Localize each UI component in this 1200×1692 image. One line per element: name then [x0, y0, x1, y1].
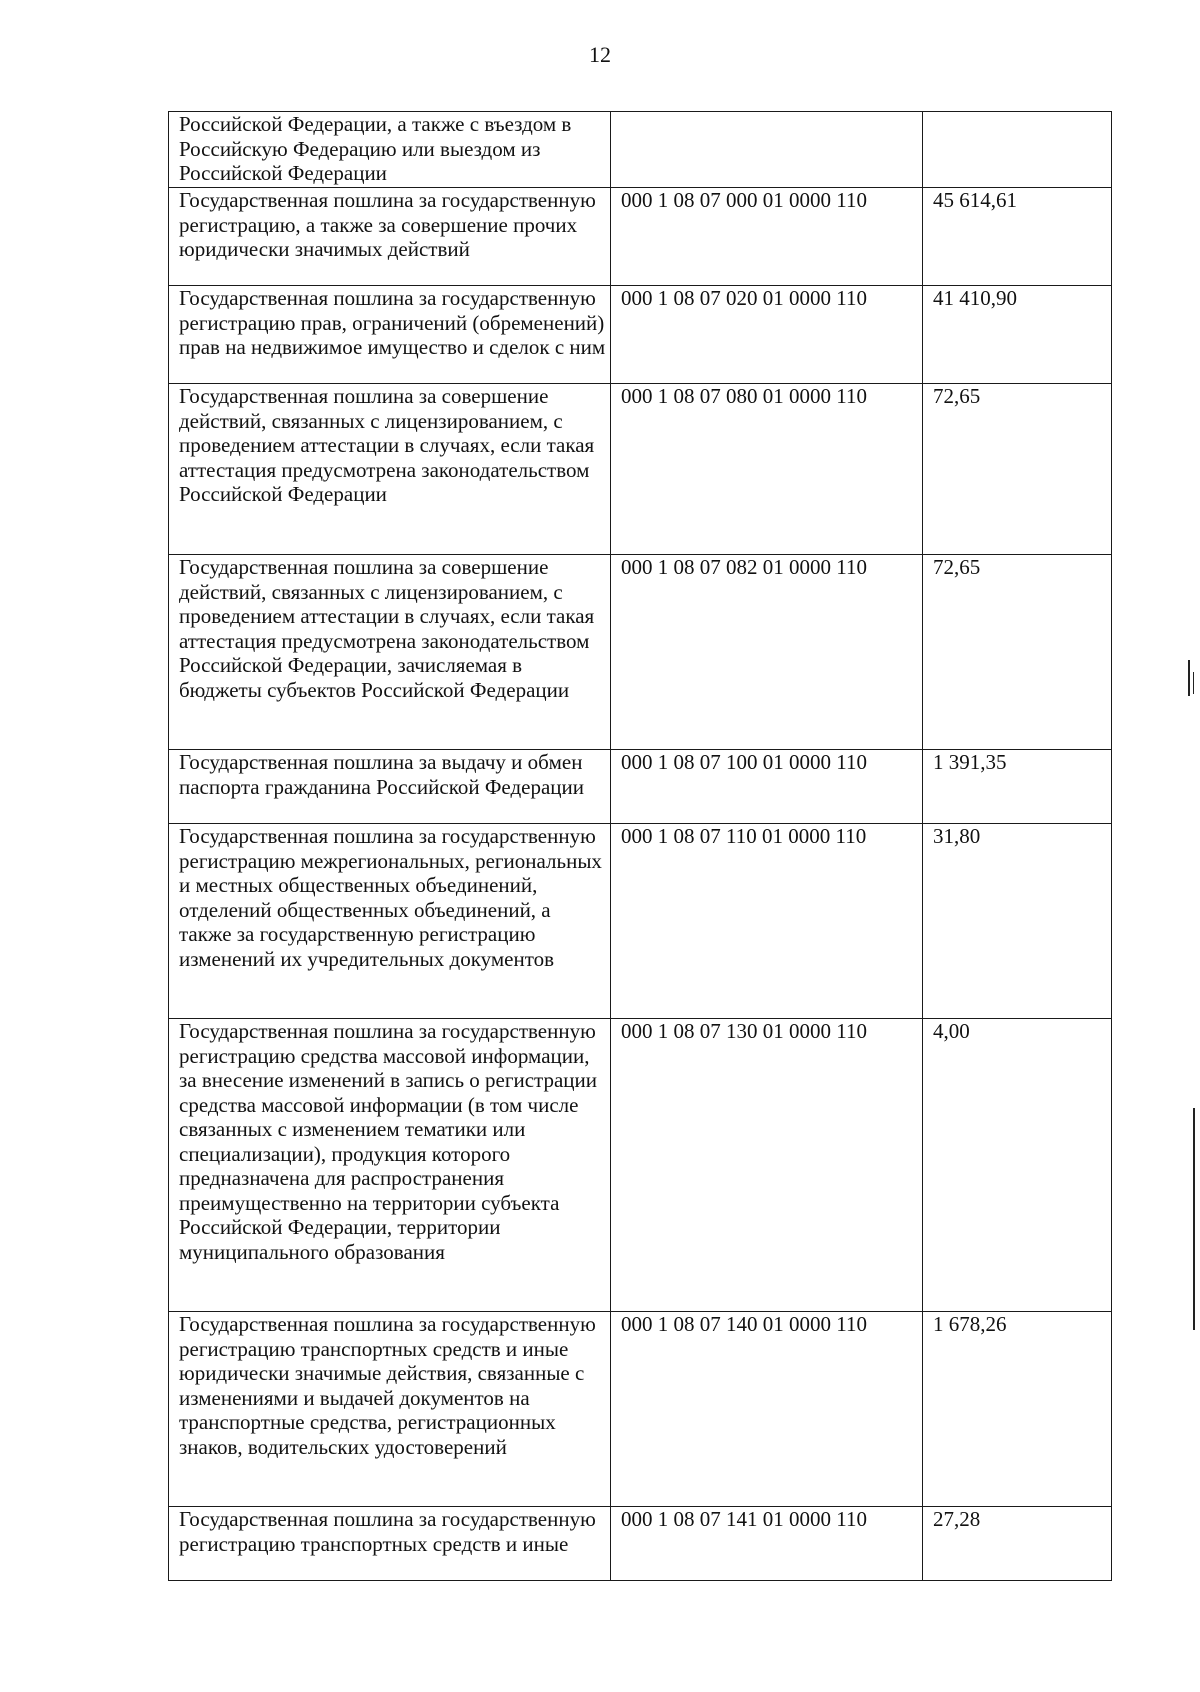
- table-row: [169, 112, 1112, 188]
- row-code-cell: 000 1 08 07 080 01 0000 110: [611, 384, 923, 555]
- revenue-table: [168, 111, 1112, 1581]
- row-amount-cell: 41 410,90: [923, 286, 1112, 384]
- row-name-cell: Государственная пошлина за выдачу и обмен паспорта гражданина Российской Федерации: [169, 750, 611, 824]
- row-name-cell: Государственная пошлина за государственную регистрацию, а также за совершение прочих юридически значимых действий: [169, 188, 611, 286]
- row-amount-cell: 1 678,26: [923, 1312, 1112, 1507]
- row-code-cell: 000 1 08 07 130 01 0000 110: [611, 1019, 923, 1312]
- table-row: [169, 750, 1112, 824]
- row-amount-cell: 27,28: [923, 1507, 1112, 1581]
- table-row: [169, 555, 1112, 750]
- scan-artifact-mark: [1193, 672, 1194, 694]
- table-row: [169, 1019, 1112, 1312]
- table-row: [169, 824, 1112, 1019]
- row-amount-cell: [923, 112, 1112, 188]
- row-name-cell: Российской Федерации, а также с въездом в Российскую Федерацию или выездом из Российской Федерации: [169, 112, 611, 188]
- row-name-cell: Государственная пошлина за государственную регистрацию транспортных средств и иные юридически значимые действия, связанные с изменениями и выдачей документов на транспортные средства, регистрационных знаков, водительских удостоверений: [169, 1312, 611, 1507]
- row-code-cell: 000 1 08 07 100 01 0000 110: [611, 750, 923, 824]
- row-amount-cell: 72,65: [923, 384, 1112, 555]
- row-amount-cell: 4,00: [923, 1019, 1112, 1312]
- row-code-cell: 000 1 08 07 140 01 0000 110: [611, 1312, 923, 1507]
- table-row: [169, 1312, 1112, 1507]
- table-row: [169, 1507, 1112, 1581]
- row-amount-cell: 72,65: [923, 555, 1112, 750]
- row-code-cell: 000 1 08 07 000 01 0000 110: [611, 188, 923, 286]
- table-row: [169, 286, 1112, 384]
- row-amount-cell: 1 391,35: [923, 750, 1112, 824]
- row-code-cell: 000 1 08 07 020 01 0000 110: [611, 286, 923, 384]
- table-row: [169, 188, 1112, 286]
- row-name-cell: Государственная пошлина за совершение действий, связанных с лицензированием, с проведением аттестации в случаях, если такая аттестация предусмотрена законодательством Российской Федерации: [169, 384, 611, 555]
- row-name-cell: Государственная пошлина за государственную регистрацию межрегиональных, региональных и местных общественных объединений, отделений общественных объединений, а также за государственную регистрацию изменений их учредительных документов: [169, 824, 611, 1019]
- page-number: 12: [589, 42, 611, 67]
- row-code-cell: 000 1 08 07 082 01 0000 110: [611, 555, 923, 750]
- row-code-cell: [611, 112, 923, 188]
- scan-artifact-mark: [1193, 1108, 1195, 1330]
- scan-artifact-mark: [1188, 660, 1190, 696]
- row-name-cell: Государственная пошлина за государственную регистрацию прав, ограничений (обременений) прав на недвижимое имущество и сделок с ним: [169, 286, 611, 384]
- table-row: [169, 384, 1112, 555]
- row-name-cell: Государственная пошлина за государственную регистрацию транспортных средств и иные: [169, 1507, 611, 1581]
- row-name-cell: Государственная пошлина за государственную регистрацию средства массовой информации, за внесение изменений в запись о регистрации средства массовой информации (в том числе связанных с изменением тематики или специализации), продукция которого предназначена для распространения преимущественно на территории субъекта Российской Федерации, территории муниципального образования: [169, 1019, 611, 1312]
- row-name-cell: Государственная пошлина за совершение действий, связанных с лицензированием, с проведением аттестации в случаях, если такая аттестация предусмотрена законодательством Российской Федерации, зачисляемая в бюджеты субъектов Российской Федерации: [169, 555, 611, 750]
- row-amount-cell: 45 614,61: [923, 188, 1112, 286]
- row-code-cell: 000 1 08 07 110 01 0000 110: [611, 824, 923, 1019]
- row-code-cell: 000 1 08 07 141 01 0000 110: [611, 1507, 923, 1581]
- row-amount-cell: 31,80: [923, 824, 1112, 1019]
